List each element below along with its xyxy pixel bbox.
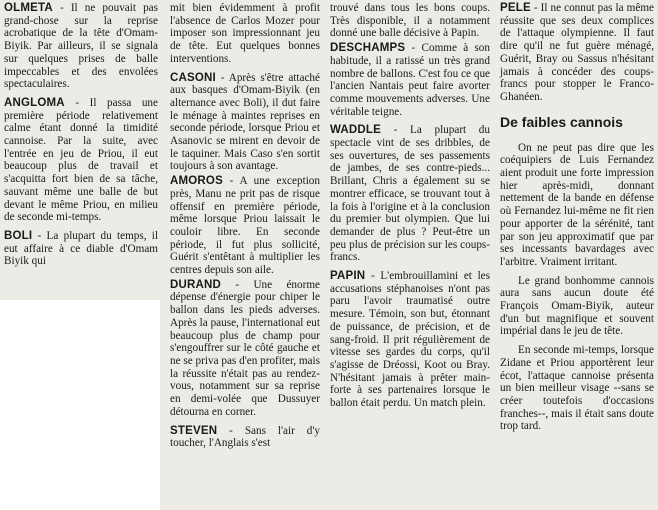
column-4 (500, 2, 654, 433)
player-comment: - L'embrouillamini et les accusations stéphanoises n'ont pas paru l'avoir traumatisé outre mesure. Témoin, son but, étonnant de puissance, de précision, et de sang-froid. Il prit régulièrement de vitesse ses gardes du corps, qu'il s'agisse de Dréossi, Koot ou Bray. N'hésitant jamais à prêter main-forte à ses partenaires lorsque le ballon était perdu. Un match plein. (330, 270, 490, 410)
player-comment: - Il ne connut pas la même réussite que ses deux complices de l'attaque olympienne. Il faut dire qu'il ne fut guère ménagé, Guérit, Bray ou Sassus n'hésitant jamais à concéder des coups-francs pour stopper le Franco-Ghanéen. (500, 2, 654, 103)
player-comment: mit bien évidemment à profit l'absence de Carlos Mozer pour imposer son impressionnant jeu de tête. Eut quelques bonnes interventions. (170, 2, 320, 65)
player-name: OLMETA (4, 2, 53, 14)
player-comment: - Comme à son habitude, il a ratissé un très grand nombre de ballons. C'est fou ce que l'ancien Nantais peut faire avorter comme mouvements adverses. Une véritable teigne. (330, 42, 490, 118)
player-rating-boli-continued (170, 2, 320, 66)
player-comment: - La plupart du spectacle vint de ses dribbles, de ses ouvertures, de ses passements de jambes, de ses contre-pieds... Brillant, Chris a également su se montrer efficace, se trouvant tout à la fois à l'origine et à la conclusion du premier but olympien. Que lui demander de plus ? Peut-être un peu plus de précision sur les coups-francs. (330, 124, 490, 264)
player-rating-boli (4, 230, 158, 268)
article-paragraph: Le grand bonhomme cannois aura sans aucun doute été François Omam-Biyik, auteur d'un but magnifique et souvent impérial dans le jeu de tête. (500, 274, 654, 338)
player-name: STEVEN (170, 424, 218, 437)
player-comment: - Il ne pouvait pas grand-chose sur la reprise acrobatique de la tête d'Omam-Biyik. Par ailleurs, il se signala sur quelques prises de balle impeccables et des envolées spectaculaires. (4, 2, 158, 91)
section-heading: De faibles cannois (500, 113, 623, 130)
player-name: DESCHAMPS (330, 42, 406, 55)
player-rating-olmeta (4, 2, 158, 91)
player-rating-steven-continued (330, 2, 490, 40)
player-rating-casoni (170, 72, 320, 174)
player-rating-waddle (330, 124, 490, 264)
column-2 (170, 2, 320, 450)
player-comment: - A une exception près, Manu ne prit pas de risque offensif en première période, même lorsque Priou laissait le couloir libre. En seconde période, il fut plus sollicité, Guérit s'entêtant à multiplier les centres depuis son aile. (170, 175, 320, 277)
player-rating-durand (170, 279, 320, 419)
player-comment: - La plupart du temps, il eut affaire à ce diable d'Omam Biyik qui (4, 229, 158, 268)
player-comment: - Sans l'air d'y toucher, l'Anglais s'est (170, 424, 320, 450)
player-rating-steven (170, 425, 320, 450)
player-name: DURAND (170, 278, 222, 291)
column-3 (330, 2, 490, 410)
article-paragraph: En seconde mi-temps, lorsque Zidane et Priou apportèrent leur écot, l'attaque cannoise présenta un bien meilleur visage --sans se créer toutefois d'occasions franches--, mais il était sans doute trop tard. (500, 344, 654, 433)
player-comment: - Une énorme dépense d'énergie pour chiper le ballon dans les pieds adverses. Après la pause, l'international eut beaucoup plus de champ pour s'engouffrer sur le côté gauche et ne se priva pas d'en profiter, mais la réussite n'était pas au rendez-vous, notamment sur sa reprise en demi-volée que Dussuyer détourna en corner. (170, 278, 320, 418)
player-comment: - Après s'être attaché aux basques d'Omam-Biyik (en alternance avec Boli), il dut faire le ménage à maintes reprises en seconde période, lorsque Priou et Asanovic se mirent en devoir de le taquiner. Mais Caso s'en sortit toujours à son avantage. (170, 71, 320, 173)
player-rating-deschamps (330, 42, 490, 118)
player-comment: trouvé dans tous les bons coups. Très disponible, il a notamment donné une balle décisive à Papin. (330, 2, 490, 40)
player-name: BOLI (4, 229, 33, 242)
blank-area (0, 300, 160, 510)
player-name: ANGLOMA (4, 96, 65, 109)
article-paragraph: On ne peut pas dire que les coéquipiers de Luis Fernandez aient produit une forte impression hier après-midi, donnant nettement de la bande en défense où Fernandez lui-même ne fit rien pour apporter de la sérénité, tant par son jeu approximatif que par ses incessants bavardages avec l'arbitre. Vraiment irritant. (500, 141, 654, 268)
column-1 (4, 2, 158, 268)
player-name: PAPIN (330, 270, 366, 283)
player-rating-angloma (4, 97, 158, 224)
player-name: PELE (500, 2, 531, 14)
player-rating-papin (330, 270, 490, 410)
player-rating-amoros (170, 175, 320, 277)
player-rating-pele (500, 2, 654, 104)
player-comment: - Il passa une première période relativement calme étant donné la timidité cannoise. Par la suite, avec l'entrée en jeu de Priou, il eut beaucoup plus de travail et s'acquitta fort bien de sa tâche, sauvant même une balle de but devant le même Priou, en milieu de seconde mi-temps. (4, 96, 158, 224)
player-name: AMOROS (170, 175, 223, 188)
player-name: CASONI (170, 71, 216, 84)
player-name: WADDLE (330, 124, 382, 137)
